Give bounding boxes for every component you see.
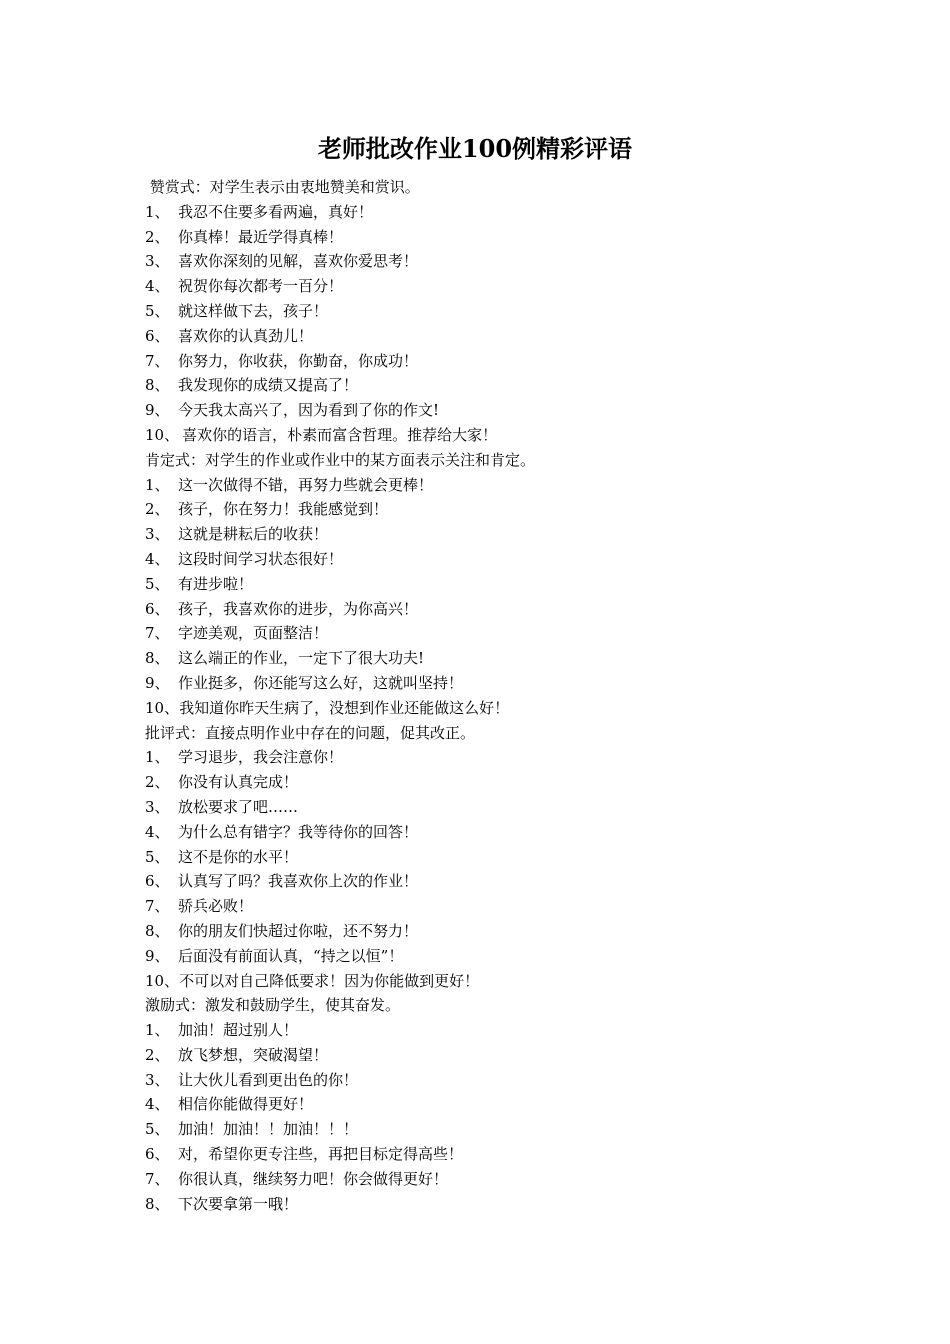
comment-number: 5、 bbox=[145, 847, 170, 866]
section-heading: 肯定式：对学生的作业或作业中的某方面表示关注和肯定。 bbox=[145, 450, 536, 469]
comment-number: 5、 bbox=[145, 301, 170, 320]
comment-item bbox=[145, 696, 905, 721]
comment-item bbox=[145, 1018, 905, 1043]
comment-text: 字迹美观，页面整洁！ bbox=[178, 624, 329, 643]
comment-item bbox=[145, 398, 905, 423]
comment-item bbox=[145, 745, 905, 770]
comment-item bbox=[145, 919, 905, 944]
comment-number: 6、 bbox=[145, 599, 170, 618]
comment-number: 4、 bbox=[145, 277, 170, 296]
comment-number: 10、 bbox=[145, 425, 180, 444]
comment-item bbox=[145, 274, 905, 299]
comment-text: 今天我太高兴了，因为看到了你的作文! bbox=[178, 401, 440, 420]
comment-text: 你没有认真完成！ bbox=[178, 773, 299, 792]
comment-text: 我发现你的成绩又提高了！ bbox=[178, 376, 359, 395]
comment-item bbox=[145, 1117, 905, 1142]
comment-item bbox=[145, 820, 905, 845]
comment-text: 骄兵必败！ bbox=[178, 897, 254, 916]
comment-number: 9、 bbox=[145, 401, 170, 420]
comment-text: 你努力，你收获，你勤奋，你成功！ bbox=[178, 351, 419, 370]
comment-number: 2、 bbox=[145, 500, 170, 519]
comment-text: 下次要拿第一哦！ bbox=[178, 1194, 299, 1213]
comment-number: 3、 bbox=[145, 525, 170, 544]
comment-number: 6、 bbox=[145, 872, 170, 891]
comment-item bbox=[145, 299, 905, 324]
comment-number: 6、 bbox=[145, 1145, 170, 1164]
comment-item bbox=[145, 373, 905, 398]
comment-number: 6、 bbox=[145, 326, 170, 345]
comment-text: 不可以对自己降低要求！因为你能做到更好！ bbox=[179, 971, 480, 990]
comment-text: 认真写了吗？我喜欢你上次的作业！ bbox=[178, 872, 419, 891]
comment-number: 7、 bbox=[145, 897, 170, 916]
comment-text: 就这样做下去，孩子！ bbox=[178, 301, 329, 320]
comment-number: 8、 bbox=[145, 921, 170, 940]
comment-number: 2、 bbox=[145, 227, 170, 246]
comment-item bbox=[145, 1192, 905, 1217]
comment-item bbox=[145, 845, 905, 870]
comment-text: 为什么总有错字？我等待你的回答！ bbox=[178, 822, 419, 841]
comment-item bbox=[145, 671, 905, 696]
comment-item bbox=[145, 547, 905, 572]
comment-number: 10、 bbox=[145, 698, 180, 717]
comment-item bbox=[145, 597, 905, 622]
comment-item bbox=[145, 249, 905, 274]
comment-text: 加油！加油！！加油！！！ bbox=[178, 1120, 359, 1139]
comment-text: 你的朋友们快超过你啦，还不努力！ bbox=[178, 921, 419, 940]
section-heading: 赞赏式：对学生表示由衷地赞美和赏识。 bbox=[145, 178, 420, 196]
comment-text: 这一次做得不错，再努力些就会更棒！ bbox=[178, 475, 434, 494]
comment-text: 你真棒！最近学得真棒！ bbox=[178, 227, 344, 246]
comment-list bbox=[145, 175, 905, 1216]
comment-number: 7、 bbox=[145, 1169, 170, 1188]
comment-item bbox=[145, 1167, 905, 1192]
comment-text: 对，希望你更专注些，再把目标定得高些！ bbox=[178, 1145, 464, 1164]
comment-text: 这么端正的作业，一定下了很大功夫! bbox=[178, 649, 425, 668]
comment-number: 4、 bbox=[145, 549, 170, 568]
comment-item bbox=[145, 225, 905, 250]
comment-number: 2、 bbox=[145, 773, 170, 792]
comment-text: 我忍不住要多看两遍，真好！ bbox=[178, 202, 374, 221]
comment-number: 2、 bbox=[145, 1045, 170, 1064]
comment-text: 让大伙儿看到更出色的你！ bbox=[178, 1070, 359, 1089]
comment-text: 加油！超过别人！ bbox=[178, 1021, 299, 1040]
comment-text: 后面没有前面认真，“持之以恒”！ bbox=[178, 946, 404, 965]
comment-item bbox=[145, 1068, 905, 1093]
comment-text: 有进步啦！ bbox=[178, 574, 254, 593]
comment-number: 3、 bbox=[145, 1070, 170, 1089]
comment-item bbox=[145, 423, 905, 448]
comment-number: 8、 bbox=[145, 649, 170, 668]
comment-text: 作业挺多，你还能写这么好，这就叫坚持！ bbox=[178, 673, 464, 692]
comment-item bbox=[145, 1142, 905, 1167]
comment-number: 8、 bbox=[145, 1194, 170, 1213]
comment-number: 1、 bbox=[145, 202, 170, 221]
comment-text: 学习退步，我会注意你！ bbox=[178, 748, 344, 767]
comment-item bbox=[145, 894, 905, 919]
section-heading: 批评式：直接点明作业中存在的问题，促其改正。 bbox=[145, 723, 476, 742]
comment-text: 这不是你的水平！ bbox=[178, 847, 299, 866]
comment-text: 这就是耕耘后的收获！ bbox=[178, 525, 329, 544]
comment-item bbox=[145, 944, 905, 969]
comment-number: 4、 bbox=[145, 1095, 170, 1114]
comment-number: 1、 bbox=[145, 475, 170, 494]
comment-text: 孩子，你在努力！我能感觉到！ bbox=[178, 500, 389, 519]
comment-item bbox=[145, 497, 905, 522]
comment-number: 4、 bbox=[145, 822, 170, 841]
comment-number: 3、 bbox=[145, 252, 170, 271]
comment-number: 3、 bbox=[145, 797, 170, 816]
comment-item bbox=[145, 770, 905, 795]
comment-text: 喜欢你的认真劲儿！ bbox=[178, 326, 314, 345]
comment-text: 喜欢你的语言，朴素而富含哲理。推荐给大家！ bbox=[182, 425, 498, 444]
comment-number: 1、 bbox=[145, 1021, 170, 1040]
comment-text: 放松要求了吧…… bbox=[178, 797, 299, 816]
comment-text: 相信你能做得更好！ bbox=[178, 1095, 314, 1114]
comment-number: 10、 bbox=[145, 971, 180, 990]
comment-item bbox=[145, 646, 905, 671]
comment-number: 7、 bbox=[145, 624, 170, 643]
comment-item bbox=[145, 969, 905, 994]
comment-item bbox=[145, 869, 905, 894]
comment-text: 祝贺你每次都考一百分！ bbox=[178, 277, 344, 296]
comment-text: 孩子，我喜欢你的进步，为你高兴！ bbox=[178, 599, 419, 618]
comment-item bbox=[145, 621, 905, 646]
comment-text: 这段时间学习状态很好！ bbox=[178, 549, 344, 568]
comment-item bbox=[145, 1092, 905, 1117]
comment-number: 1、 bbox=[145, 748, 170, 767]
comment-item bbox=[145, 795, 905, 820]
comment-number: 5、 bbox=[145, 1120, 170, 1139]
document-title: 老师批改作业100例精彩评语 bbox=[317, 134, 633, 163]
comment-item bbox=[145, 522, 905, 547]
comment-number: 7、 bbox=[145, 351, 170, 370]
comment-number: 8、 bbox=[145, 376, 170, 395]
comment-item bbox=[145, 349, 905, 374]
comment-number: 9、 bbox=[145, 946, 170, 965]
comment-number: 5、 bbox=[145, 574, 170, 593]
section-heading: 激励式：激发和鼓励学生，使其奋发。 bbox=[145, 996, 401, 1015]
comment-item bbox=[145, 200, 905, 225]
comment-text: 你很认真，继续努力吧！你会做得更好！ bbox=[178, 1169, 449, 1188]
comment-item bbox=[145, 572, 905, 597]
comment-item bbox=[145, 473, 905, 498]
comment-text: 放飞梦想，突破渴望！ bbox=[178, 1045, 329, 1064]
comment-number: 9、 bbox=[145, 673, 170, 692]
comment-text: 我知道你昨天生病了，没想到作业还能做这么好！ bbox=[179, 698, 510, 717]
comment-item bbox=[145, 324, 905, 349]
comment-text: 喜欢你深刻的见解，喜欢你爱思考！ bbox=[178, 252, 419, 271]
comment-item bbox=[145, 1043, 905, 1068]
